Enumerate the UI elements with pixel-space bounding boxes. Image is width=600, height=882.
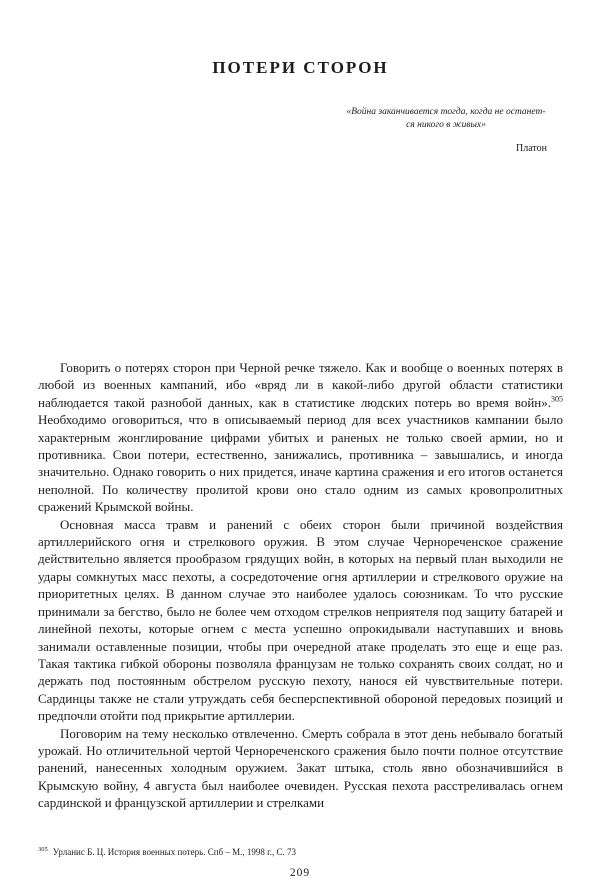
footnote xyxy=(38,847,563,857)
paragraph-1-continued: Необходимо оговориться, что в описываемый период для всех участников кампании было характерным жонглирование цифрами убитых и раненых не только своей армии, но и противника. Свои потери, естественно, занижались, противника – завышались, и иногда значительно. Однако говорить о них придется, иначе картина сражения и его итогов останется неполной. По количеству пролитой крови оно стало одним из самых кровопролитных сражений Крымской войны. xyxy=(38,412,563,515)
chapter-title: ПОТЕРИ СТОРОН xyxy=(212,58,389,77)
footnote-reference: 305 xyxy=(551,394,563,404)
footnote-text: Урланис Б. Ц. История военных потерь. Спб – М., 1998 г., С. 73 xyxy=(52,847,297,857)
epigraph-text xyxy=(329,106,563,132)
epigraph-line-1: «Война заканчивается тогда, когда не останет- xyxy=(346,107,546,117)
epigraph xyxy=(329,106,563,154)
blank-region xyxy=(38,154,563,359)
epigraph-author: Платон xyxy=(516,143,547,154)
paragraph-2: Основная масса травм и ранений с обеих сторон были причиной воздействия артиллерийского огня и стрелкового оружия. В этом случае Чернореченское сражение действительно является прообразом грядущих войн, в которых на первый план выходили не удары сомкнутых масс пехоты, а сосредоточение огня артиллерии и стрелкового оружие на приоритетных целях. В данном случае это наиболее удалось союзникам. То что русские принимали за бегство, было не более чем отходом стрелков неприятеля под защиту батарей и линейной пехоты, которые огнем с места успешно опрокидывали наступавших и вновь занимали оставленные позиции, чтобы при очередной атаке проделать это еще и еще раз. Такая тактика гибкой обороны позволяла французам не только сохранять своих солдат, но и держать под постоянным обстрелом русскую пехоту, нанося ей чувствительные потери. Сардинцы также не стали утруждать себя бесперспективной обороной передовых позиций и предпочли отойти под прикрытие артиллерии. xyxy=(38,516,563,724)
paragraph-3: Поговорим на тему несколько отвлеченно. Смерть собрала в этот день небывало богатый урожай. Но отличительной чертой Чернореченского сражения было почти полное отсутствие ранений, нанесенных холодным оружием. Закат штыка, столь явно обозначившийся в Крымскую войну, 4 августа был наиболее очевиден. Русская пехота расстреливалась огнем сардинской и французской артиллерии и стрелками xyxy=(38,725,563,811)
footnote-marker: 305 xyxy=(38,846,48,853)
page-number: 209 xyxy=(289,867,311,879)
epigraph-line-2: ся никого в живых» xyxy=(406,120,486,130)
body-text xyxy=(38,359,563,812)
paragraph-1-text: Говорить о потерях сторон при Черной речке тяжело. Как и вообще о военных потерях в любой из военных кампаний, ибо «вряд ли в какой-либо другой области статистики наблюдается такой разнобой данных, как в статистике людских потерь во время войн». xyxy=(38,360,563,410)
paragraph-1 xyxy=(38,359,563,516)
